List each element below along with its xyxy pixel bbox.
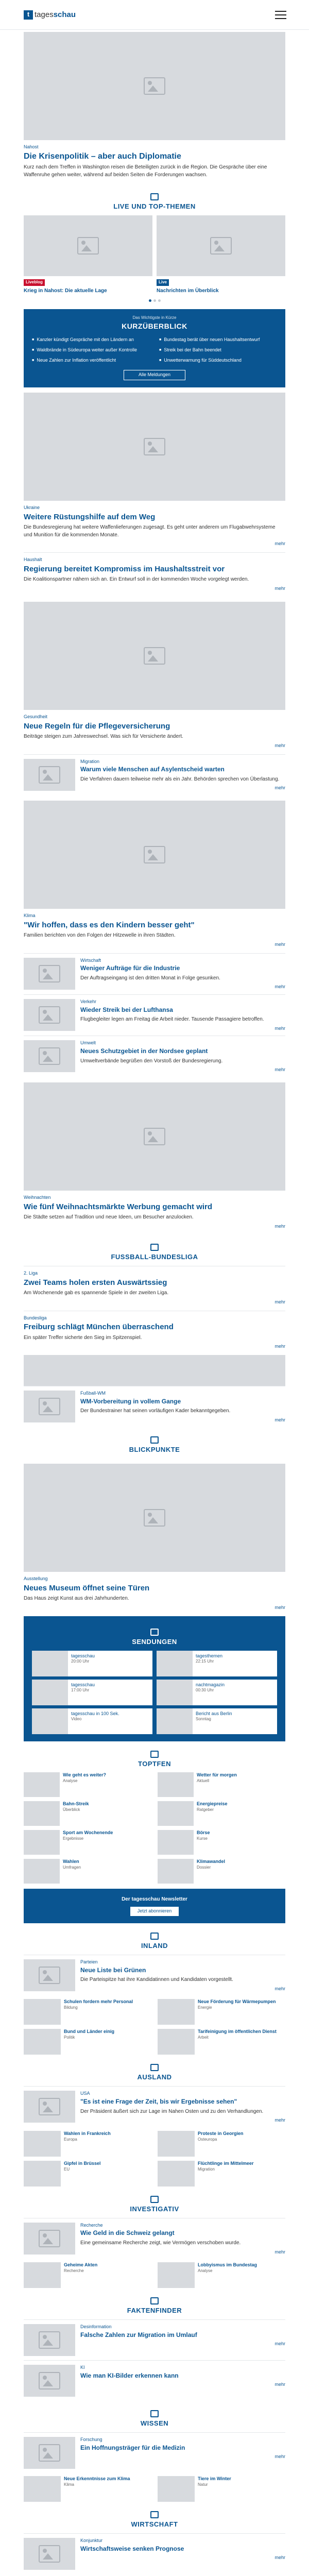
live-card-title[interactable]: Krieg in Nahost: Die aktuelle Lage [24,287,107,294]
teaser-text: Am Wochenende gab es spannende Spiele in der zweiten Liga. [24,1290,169,1296]
live-card-image [24,215,152,276]
teaser-headline[interactable]: Freiburg schlägt München überraschend [24,1323,174,1332]
small-teaser[interactable] [24,2432,285,2473]
more-link[interactable]: mehr [274,541,285,547]
live-card-title[interactable]: Nachrichten im Überblick [157,287,219,294]
sendung-sub: 17:00 Uhr [71,1688,90,1693]
item-title: Neue Förderung für Wärmepumpen [198,1999,276,2005]
menu-icon[interactable] [275,11,286,19]
sendung-item[interactable] [157,1651,277,1676]
item-title: Bund und Länder einig [64,2029,114,2035]
logo-text: tagesschau [35,10,76,19]
item-title: Flüchtlinge im Mittelmeer [198,2160,254,2166]
top-title: Wie geht es weiter? [63,1772,106,1778]
sendung-thumb [32,1708,68,1734]
list-item[interactable] [158,2161,285,2187]
sendung-sub: Video [71,1717,82,1722]
sendung-thumb [32,1680,68,1705]
more-link[interactable]: mehr [274,1067,285,1073]
carousel-dots [24,294,285,307]
sendung-thumb [32,1651,68,1676]
more-link[interactable]: mehr [274,1986,285,1991]
hero-dachzeile: Nahost [24,144,39,149]
teaser-thumb [24,958,75,990]
small-teaser[interactable] [24,1955,285,1996]
hero-image[interactable] [24,32,285,140]
teaser-dachzeile: Desinformation [80,2324,112,2330]
top-title: Börse [197,1830,210,1836]
list-item[interactable] [158,2476,285,2502]
flask-icon [150,2410,159,2417]
teaser-text: Umweltverbände begrüßen den Vorstoß der Bundesregierung. [80,1058,223,1064]
kurz-item[interactable]: ■ Kanzler kündigt Gespräche mit den Ländern an [32,337,150,343]
top-sub: Ergebnisse [63,1836,84,1841]
hero-text: Kurz nach dem Treffen in Washington reisen die Beteiligten zurück in die Region. Die Gespräche über eine Waffenruhe gehen weiter, während auf beiden Seiten die Forderungen wachsen. [24,164,267,178]
teaser-dachzeile: Weihnachten [24,1194,51,1200]
top-item[interactable] [24,1772,151,1797]
list-item[interactable] [24,2131,151,2157]
main-content-lower [24,1741,285,2576]
teaser[interactable] [24,710,285,754]
teaser[interactable] [24,552,285,597]
top-title: Wetter für morgen [197,1772,237,1778]
top-sub: Aktuell [197,1778,210,1784]
item-title: Lobbyismus im Bundestag [198,2262,258,2268]
item-thumb [24,1999,61,2025]
kurz-list [32,337,277,364]
item-thumb [24,2029,61,2055]
item-sub: Osteuropa [198,2137,217,2142]
teaser-thumb [24,2365,75,2397]
teaser-dachzeile: Klima [24,913,36,919]
sendung-sub: 00:30 Uhr [196,1688,214,1693]
teaser-text: Die Parteispitze hat ihre Kandidatinnen und Kandidaten vorgestellt. [80,1977,233,1983]
teaser-image[interactable] [24,1082,285,1191]
teaser-image[interactable] [24,801,285,909]
teaser-text: Der Auftragseingang ist den dritten Monat in Folge gesunken. [80,975,220,981]
sendung-title: tagesthemen [196,1653,223,1658]
teaser-headline[interactable]: "Es ist eine Frage der Zeit, bis wir Ergebnisse sehen" [80,2098,237,2106]
lead-image[interactable] [24,393,285,501]
teaser-dachzeile: KI [80,2365,85,2370]
kurz-item[interactable]: ■ Neue Zahlen zur Inflation veröffentlicht [32,358,150,364]
teaser-dachzeile: Umwelt [80,1040,96,1046]
teaser-thumb [24,759,75,791]
check-icon [150,2297,159,2304]
teaser-headline[interactable]: Wie Geld in die Schweiz gelangt [80,2229,175,2237]
top-thumb [24,1801,60,1826]
section-title-live: LIVE UND TOP-THEMEN [24,184,285,215]
teaser-dachzeile: Bundesliga [24,1315,47,1320]
item-sub: Politik [64,2035,75,2040]
top-sub: Dossier [197,1865,211,1870]
top-title: Bahn-Streik [63,1801,89,1807]
more-link[interactable]: mehr [274,1417,285,1422]
teaser-text: Ein später Treffer sicherte den Sieg im Spitzenspiel. [24,1334,142,1341]
top-sub: Überblick [63,1807,80,1812]
teaser-headline[interactable]: Warum viele Menschen auf Asylentscheid warten [80,766,225,773]
globe-icon [150,2064,159,2071]
item-sub: Klima [64,2482,75,2487]
teaser-dachzeile: Verkehr [80,998,97,1004]
section-title-toptfen: TOPTFEN [24,1741,285,1773]
teaser-dachzeile: 2. Liga [24,1270,38,1276]
teaser-text: Flugbegleiter legen am Freitag die Arbeit nieder. Tausende Passagiere betroffen. [80,1016,264,1023]
top-thumb [158,1772,194,1797]
magnifier-icon [150,2196,159,2203]
wirtschaft-grid [24,2574,285,2576]
germany-icon [150,1933,159,1940]
top-title: Sport am Wochenende [63,1830,113,1836]
sendung-sub: Sonntag [196,1717,211,1722]
item-title: Tiere im Winter [198,2476,231,2481]
item-sub: EU [64,2166,70,2172]
sendung-item[interactable] [32,1680,152,1705]
item-title: Geheime Akten [64,2262,98,2268]
small-teaser[interactable] [24,2360,285,2401]
main-content [24,32,285,1616]
list-item[interactable] [24,2476,151,2502]
teaser-dachzeile: Migration [80,758,100,764]
item-title: Tarifeinigung im öffentlichen Dienst [198,2029,277,2035]
section-title-fussball: FUSSBALL-BUNDESLIGA [24,1234,285,1266]
top-item[interactable] [24,1801,151,1826]
teaser-text: Die Verfahren dauern teilweise mehr als ein Jahr. Behörden sprechen von Überlastung. [80,776,280,782]
teaser-thumb [24,999,75,1031]
list-item[interactable] [24,2161,151,2187]
chart-icon [150,2511,159,2518]
sendung-title: tagesschau [71,1682,95,1687]
teaser-text: Das Haus zeigt Kunst aus drei Jahrhunderten. [24,1596,129,1602]
live-icon [150,193,159,200]
teaser-text: Die Bundesregierung hat weitere Waffenlieferungen zugesagt. Es geht unter anderem um Flugabwehrsysteme und Munition für die kommenden Monate. [24,524,276,538]
teaser-thumb [24,2223,75,2255]
list-item[interactable] [158,2131,285,2157]
section-title-blickpunkte: BLICKPUNKTE [24,1427,285,1459]
teaser-headline[interactable]: Neues Museum öffnet seine Türen [24,1583,150,1592]
hero-headline[interactable]: Die Krisenpolitik – aber auch Diplomatie [24,151,181,161]
item-title: Schulen fordern mehr Personal [64,1999,133,2005]
more-link[interactable]: mehr [274,1025,285,1031]
teaser-dachzeile: Forschung [80,2436,102,2442]
more-link[interactable]: mehr [274,2249,285,2255]
top-sub: Kurse [197,1836,208,1841]
item-sub: Analyse [198,2268,213,2273]
kurzueberblick-box [24,309,285,387]
small-teaser[interactable] [24,2533,285,2574]
kurz-title: KURZÜBERBLICK [122,322,187,331]
football-icon [150,1244,159,1251]
section-title-faktenfinder: FAKTENFINDER [24,2288,285,2319]
item-sub: Natur [198,2482,208,2487]
item-thumb [158,2029,195,2055]
teaser-headline[interactable]: WM-Vorbereitung in vollem Gange [80,1397,181,1405]
top-sub: Umfragen [63,1865,81,1870]
item-title: Neue Erkenntnisse zum Klima [64,2476,130,2481]
eye-icon [150,1436,159,1444]
more-link[interactable]: mehr [274,1604,285,1610]
more-link[interactable]: mehr [274,1223,285,1229]
item-sub: Bildung [64,2005,78,2010]
teaser-headline[interactable]: Wirtschaftsweise senken Prognose [80,2545,184,2552]
sendungen-grid [32,1651,277,1734]
more-link[interactable]: mehr [274,785,285,791]
item-thumb [158,1999,195,2025]
logo[interactable] [24,10,76,20]
sendung-item[interactable] [157,1680,277,1705]
top-grid [24,1772,285,1884]
more-link[interactable]: mehr [274,2382,285,2387]
teaser-dachzeile: Recherche [80,2222,103,2228]
teaser-headline[interactable]: Ein Hoffnungsträger für die Medizin [80,2444,185,2451]
list-item[interactable] [158,1999,285,2025]
sendung-item[interactable] [157,1708,277,1734]
live-card-image [157,215,285,276]
item-title: Gipfel in Brüssel [64,2160,101,2166]
teaser-headline[interactable]: Weniger Aufträge für die Industrie [80,964,180,972]
list-icon [150,1751,159,1758]
more-link[interactable]: mehr [274,2341,285,2347]
blickpunkte-image[interactable] [24,1464,285,1572]
teaser-thumb [24,1959,75,1991]
top-item[interactable] [158,1859,285,1884]
wissen-grid [24,2473,285,2502]
teaser-dachzeile: Parteien [80,1959,98,1965]
top-title: Klimawandel [197,1859,226,1865]
item-thumb [24,2476,61,2502]
teaser-thumb [24,1391,75,1422]
small-teaser[interactable] [24,2319,285,2360]
top-item[interactable] [24,1859,151,1884]
teaser-dachzeile: Ukraine [24,505,40,511]
sendung-thumb [157,1708,193,1734]
teaser-headline[interactable]: Wieder Streik bei der Lufthansa [80,1006,173,1013]
teaser-thumb [24,2324,75,2356]
top-item[interactable] [24,1830,151,1855]
section-title-wirtschaft: WIRTSCHAFT [24,2502,285,2533]
top-title: Wahlen [63,1859,79,1865]
section-title-sendungen: SENDUNGEN [32,1619,277,1651]
more-link[interactable]: mehr [274,2117,285,2123]
item-sub: Arbeit [198,2035,209,2040]
item-title: Proteste in Georgien [198,2130,244,2136]
more-link[interactable]: mehr [274,742,285,748]
teaser-dachzeile: Konjunktur [80,2537,103,2543]
newsletter-button[interactable]: Jetzt abonnieren [130,1907,179,1916]
newsletter-title: Der tagesschau Newsletter [122,1896,187,1903]
teaser-headline[interactable]: Wie fünf Weihnachtsmärkte Werbung gemacht wird [24,1202,213,1211]
top-thumb [158,1830,194,1855]
top-title: Energiepreise [197,1801,228,1807]
teaser-headline[interactable]: Neues Schutzgebiet in der Nordsee geplant [80,1047,208,1055]
teaser-text: Familien berichten von den Folgen der Hitzewelle in ihren Städten. [24,933,176,939]
more-link[interactable]: mehr [274,2555,285,2561]
list-item[interactable] [24,1999,151,2025]
live-card[interactable] [157,215,285,294]
item-thumb [158,2262,195,2288]
teaser-text: Beiträge steigen zum Jahreswechsel. Was sich für Versicherte ändert. [24,734,183,740]
small-teaser[interactable] [24,1036,285,1077]
sendung-sub: 22:15 Uhr [196,1659,214,1664]
top-item[interactable] [158,1801,285,1826]
teaser-headline[interactable]: Neue Regeln für die Pflegeversicherung [24,721,170,731]
more-link[interactable]: mehr [274,585,285,591]
top-thumb [158,1859,194,1884]
teaser-dachzeile: USA [80,2091,90,2096]
live-badge: Liveblog [24,279,45,285]
kurz-item[interactable]: ■ Waldbrände in Südeuropa weiter außer Kontrolle [32,347,150,353]
hero-teaser[interactable] [24,140,285,184]
teaser-text: Die Koalitionspartner nähern sich an. Ein Entwurf soll in der kommenden Woche vorgelegt werden. [24,577,249,583]
list-item[interactable] [158,2262,285,2288]
teaser-text: Der Präsident äußert sich zur Lage im Nahen Osten und zu den Verhandlungen. [80,2108,264,2114]
list-item[interactable] [24,2262,151,2288]
small-teaser[interactable] [24,754,285,795]
top-thumb [158,1801,194,1826]
teaser-text: Der Bundestrainer hat seinen vorläufigen Kader bekanntgegeben. [80,1408,231,1414]
section-title-wissen: WISSEN [24,2401,285,2432]
live-card[interactable] [24,215,152,294]
teaser-dachzeile: Haushalt [24,556,42,562]
item-thumb [24,2161,61,2187]
section-title-investigativ: INVESTIGATIV [24,2187,285,2218]
top-thumb [24,1830,60,1855]
carousel-dot[interactable] [149,299,151,302]
top-item[interactable] [158,1772,285,1797]
sendung-title: tagesschau in 100 Sek. [71,1710,119,1716]
teaser-thumb [24,2538,75,2570]
item-sub: Migration [198,2166,215,2172]
teaser[interactable] [24,1266,285,1310]
kurz-item[interactable]: ■ Unwetterwarnung für Süddeutschland [159,358,277,364]
live-cards [24,215,285,294]
sendung-item[interactable] [32,1708,152,1734]
ausland-grid [24,2128,285,2187]
section-title-ausland: AUSLAND [24,2055,285,2086]
teaser-headline[interactable]: Weitere Rüstungshilfe auf dem Weg [24,512,156,521]
more-link[interactable]: mehr [274,1299,285,1304]
teaser-dachzeile: Fußball-WM [80,1390,106,1396]
more-link[interactable]: mehr [274,1344,285,1349]
live-badge: Live [157,279,169,285]
list-item[interactable] [158,2029,285,2055]
small-teaser[interactable] [24,1386,285,1427]
teaser-dachzeile: Ausstellung [24,1576,48,1582]
item-thumb [24,2262,61,2288]
football-table-placeholder [24,1355,285,1386]
top-item[interactable] [158,1830,285,1855]
item-sub: Europa [64,2137,77,2142]
logo-mark: t [24,10,33,20]
teaser-headline[interactable]: Neue Liste bei Grünen [80,1966,146,1974]
sendung-item[interactable] [32,1651,152,1676]
small-teaser[interactable] [24,2086,285,2127]
teaser-text: Die Städte setzen auf Tradition und neue Ideen, um Besucher anzulocken. [24,1214,194,1221]
kurz-item[interactable]: ■ Bundestag berät über neuen Haushaltsentwurf [159,337,277,343]
item-thumb [24,2131,61,2157]
item-thumb [158,2161,195,2187]
small-teaser[interactable] [24,953,285,994]
more-link[interactable]: mehr [274,941,285,947]
teaser-dachzeile: Gesundheit [24,714,48,720]
kurz-subtitle: Das Wichtigste in Kürze [132,315,177,320]
teaser-thumb [24,1040,75,1072]
list-item[interactable] [24,2029,151,2055]
small-teaser[interactable] [24,2218,285,2259]
investigativ-grid [24,2259,285,2288]
top-sub: Ratgeber [197,1807,214,1812]
teaser-headline[interactable]: Falsche Zahlen zur Migration im Umlauf [80,2331,197,2338]
sendungen-section [24,1616,285,1741]
inland-grid [24,1996,285,2055]
carousel-dot[interactable] [153,299,156,302]
sendung-title: tagesschau [71,1653,95,1658]
teaser-image[interactable] [24,602,285,710]
teaser[interactable] [24,1572,285,1616]
item-sub: Recherche [64,2268,84,2273]
tv-icon [150,1629,159,1636]
lead-teaser[interactable] [24,501,285,552]
kurz-all-button[interactable]: Alle Meldungen [124,370,185,380]
top-thumb [24,1859,60,1884]
teaser-headline[interactable]: Zwei Teams holen ersten Auswärtssieg [24,1278,167,1287]
top-sub: Analyse [63,1778,78,1784]
sendung-title: nachtmagazin [196,1682,225,1687]
item-thumb [158,2131,195,2157]
item-thumb [158,2476,195,2502]
teaser[interactable] [24,909,285,953]
sendung-thumb [157,1680,193,1705]
teaser-thumb [24,2091,75,2123]
teaser-headline[interactable]: "Wir hoffen, dass es den Kindern besser geht" [24,920,195,929]
more-link[interactable]: mehr [274,2454,285,2460]
item-title: Wahlen in Frankreich [64,2130,111,2136]
teaser-thumb [24,2437,75,2469]
item-sub: Energie [198,2005,212,2010]
kurz-item[interactable]: ■ Streik bei der Bahn beendet [159,347,277,353]
teaser-text: Eine gemeinsame Recherche zeigt, wie Vermögen verschoben wurde. [80,2240,241,2246]
carousel-dot[interactable] [158,299,161,302]
top-bar [0,0,309,30]
teaser-headline[interactable]: Regierung bereitet Kompromiss im Haushaltsstreit vor [24,564,225,573]
section-title-inland: INLAND [24,1923,285,1955]
sendung-sub: 20:00 Uhr [71,1659,90,1664]
sendung-title: Bericht aus Berlin [196,1710,232,1716]
small-teaser[interactable] [24,994,285,1036]
teaser-dachzeile: Wirtschaft [80,957,101,963]
newsletter-banner [24,1889,285,1923]
teaser[interactable] [24,1311,285,1355]
top-thumb [24,1772,60,1797]
teaser[interactable] [24,1191,285,1234]
more-link[interactable]: mehr [274,984,285,990]
sendung-thumb [157,1651,193,1676]
teaser-headline[interactable]: Wie man KI-Bilder erkennen kann [80,2371,179,2379]
